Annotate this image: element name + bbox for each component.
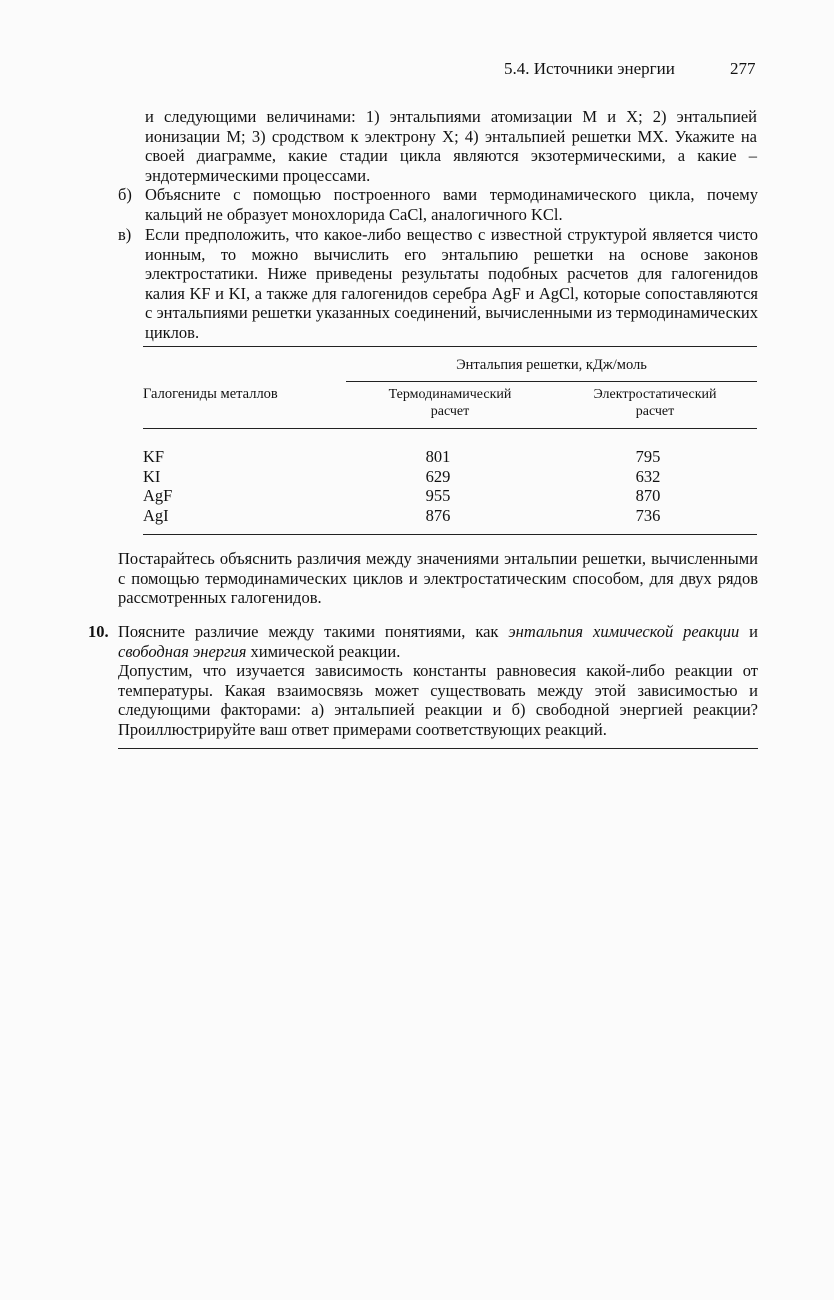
section-end-rule (118, 748, 758, 749)
table-col1-header (360, 386, 540, 420)
page-number: 277 (730, 59, 756, 78)
list-item-text: Объясните с помощью построенного вами термодинамического цикла, почему кальций не образует монохлорида CaCl, аналогичного KCl. (145, 185, 758, 224)
question-number: 10. (88, 622, 109, 641)
table-header-rule (143, 428, 757, 429)
halide-name: KI (143, 467, 161, 486)
table-row (143, 447, 755, 467)
section-title: 5.4. Источники энергии (504, 59, 675, 78)
table-group-header: Энтальпия решетки, кДж/моль (456, 357, 647, 373)
col1-header-line1: Термодинамический (388, 387, 512, 402)
after-table-paragraph: Постарайтесь объяснить различия между значениями энтальпии решетки, вычисленными с помощью термодинамических циклов и электростатическим способом, для двух рядов рассмотренных галогенидов. (118, 549, 758, 608)
thermo-value: 801 (425, 447, 451, 466)
question-10-text (118, 622, 758, 661)
halide-name: AgI (143, 506, 169, 525)
question-10-paragraph2: Допустим, что изучается зависимость константы равновесия какой-либо реакции от температуры. Какая взаимосвязь может существовать между этой зависимостью и следующими факторами: а) энтальпией реакции и б) свободной энергией реакции? Проиллюстрируйте ваш ответ примерами соответствующих реакций. (118, 661, 758, 739)
col2-header-line1: Электростатический (593, 387, 717, 402)
col1-header-line2: расчет (430, 404, 470, 419)
question-10 (88, 622, 758, 740)
electro-value: 736 (635, 506, 661, 525)
table-row (143, 467, 755, 487)
thermo-value: 955 (425, 486, 451, 505)
electro-value: 870 (635, 486, 661, 505)
table-top-rule (143, 346, 757, 347)
table-col2-header (565, 386, 745, 420)
term-enthalpy: энтальпия химической реакции (508, 622, 740, 641)
thermo-value: 629 (425, 467, 451, 486)
list-item-v (118, 225, 758, 343)
table-group-rule (346, 381, 757, 382)
table-row (143, 506, 755, 526)
halide-name: KF (143, 447, 165, 466)
list-item-text: Если предположить, что какое-либо вещество с известной структурой является чисто ионным, то можно вычислить его энтальпию решетки на основе законов электростатики. Ниже приведены результаты подобных расчетов для галогенидов калия KF и KI, а также для галогенидов серебра AgF и AgCl, которые сопоставляются с энтальпиями решетки указанных соединений, вычисленными из термодинамических циклов. (145, 225, 758, 342)
col2-header-line2: расчет (635, 404, 675, 419)
list-marker: в) (118, 225, 132, 244)
electro-value: 632 (635, 467, 661, 486)
list-marker: б) (118, 185, 132, 204)
q10-text-before: Поясните различие между такими понятиями, как (118, 622, 509, 641)
q10-text-middle: и (739, 622, 758, 641)
halide-name: AgF (143, 486, 173, 505)
table-row-header: Галогениды металлов (143, 386, 278, 402)
thermo-value: 876 (425, 506, 451, 525)
table-row (143, 486, 755, 506)
electro-value: 795 (635, 447, 661, 466)
term-free-energy: свободная энергия (118, 641, 247, 661)
table-bottom-rule (143, 534, 757, 535)
running-header (0, 59, 834, 83)
list-item-b (118, 185, 758, 224)
q10-text-after: химической реакции. (246, 641, 401, 661)
intro-paragraph: и следующими величинами: 1) энтальпиями атомизации М и X; 2) энтальпией ионизации М; 3) сродством к электрону X; 4) энтальпией решетки MX. Укажите на своей диаграмме, какие стадии цикла являются экзотермическими, а какие – эндотермическими процессами. (145, 107, 757, 185)
